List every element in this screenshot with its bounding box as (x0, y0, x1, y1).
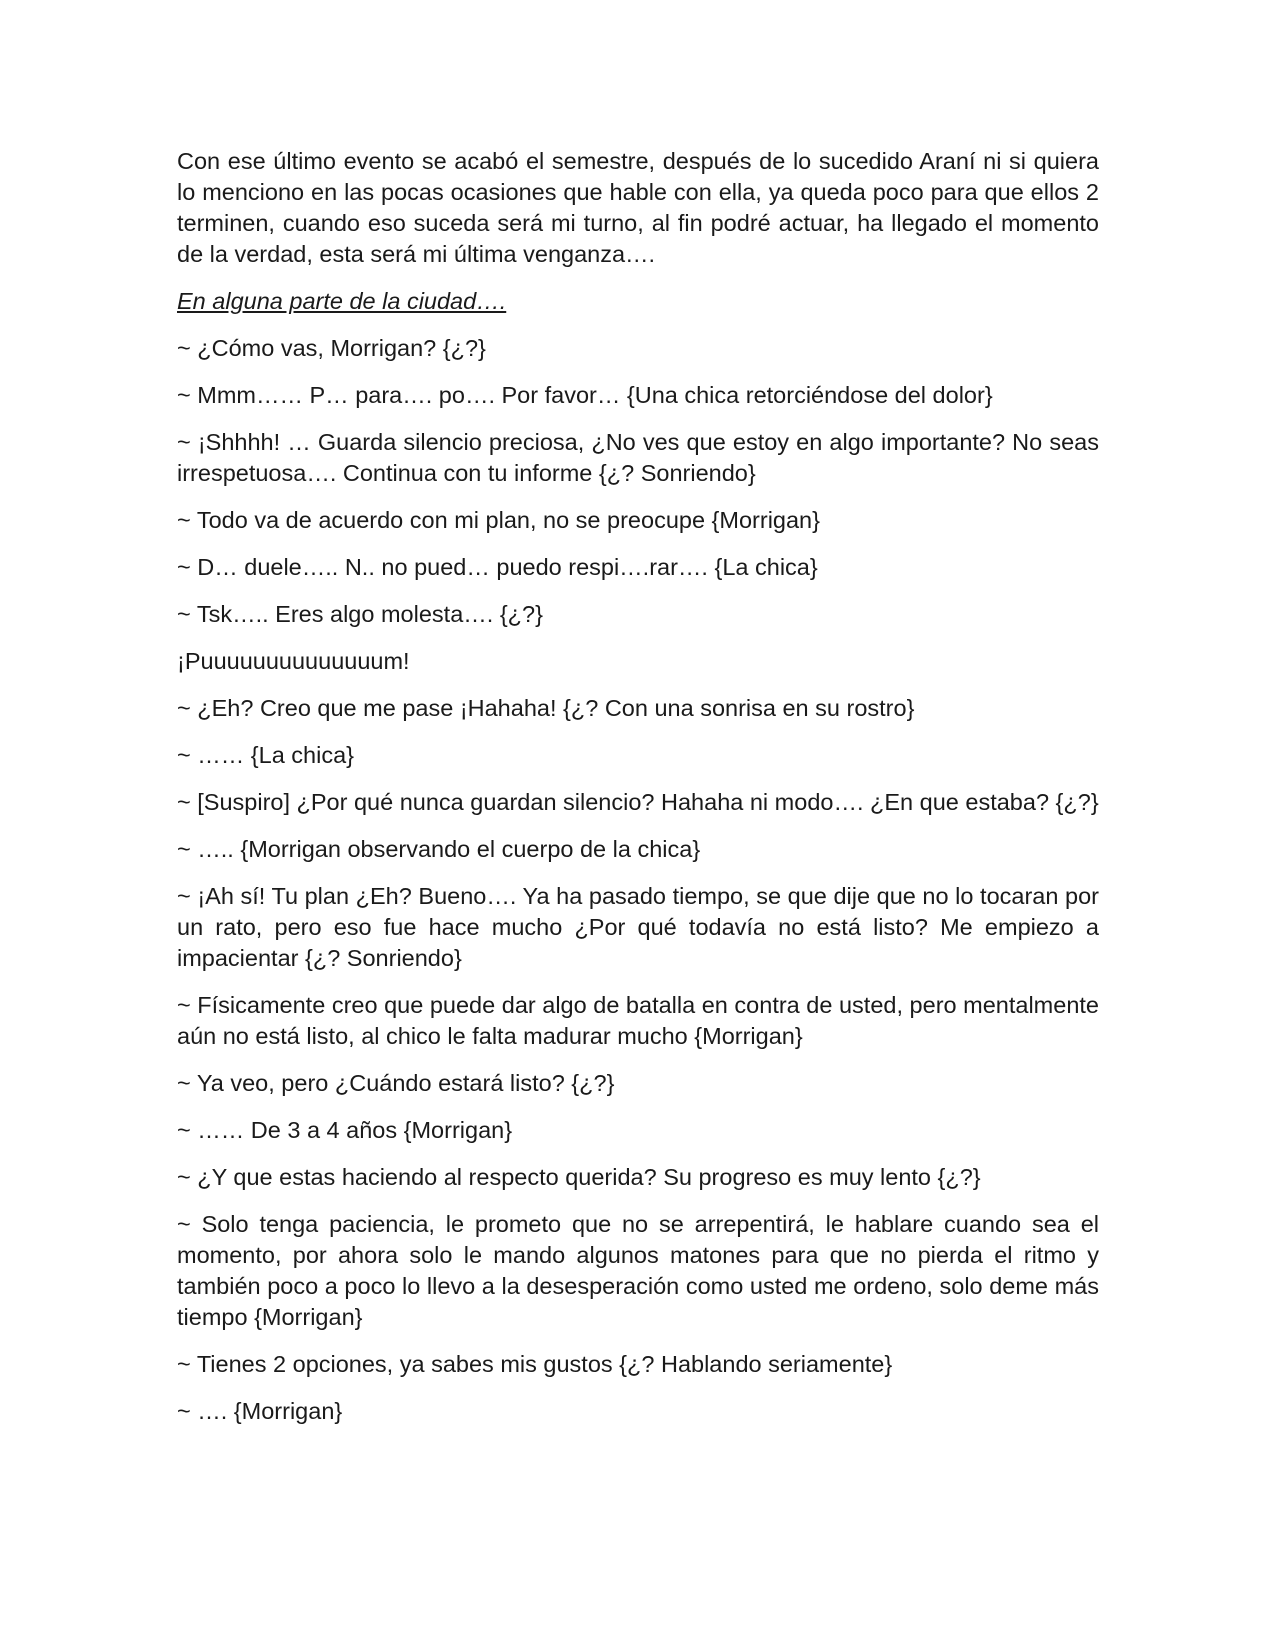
scene-heading: En alguna parte de la ciudad…. (177, 288, 507, 314)
dialogue-line: ~ Solo tenga paciencia, le prometo que no se arrepentirá, le hablare cuando sea el momento, por ahora solo le mando algunos matones para que no pierda el ritmo y también poco a poco lo llevo a la desesperación como usted me ordeno, solo deme más tiempo {Morrigan} (177, 1211, 1099, 1330)
dialogue-line: ~ Todo va de acuerdo con mi plan, no se preocupe {Morrigan} (177, 507, 820, 533)
sound-effect-line: ¡Puuuuuuuuuuuuuum! (177, 648, 410, 674)
dialogue-line: ~ ¡Ah sí! Tu plan ¿Eh? Bueno…. Ya ha pasado tiempo, se que dije que no lo tocaran por un rato, pero eso fue hace mucho ¿Por qué todavía no está listo? Me empiezo a impacientar {¿? Sonriendo} (177, 883, 1099, 971)
dialogue-line: ~ ¿Y que estas haciendo al respecto querida? Su progreso es muy lento {¿?} (177, 1164, 981, 1190)
dialogue-line: ~ ¿Eh? Creo que me pase ¡Hahaha! {¿? Con una sonrisa en su rostro} (177, 695, 915, 721)
dialogue-line: ~ ¿Cómo vas, Morrigan? {¿?} (177, 335, 486, 361)
dialogue-line: ~ ¡Shhhh! … Guarda silencio preciosa, ¿No ves que estoy en algo importante? No seas irrespetuosa…. Continua con tu informe {¿? Sonriendo} (177, 429, 1099, 486)
dialogue-line: ~ …… De 3 a 4 años {Morrigan} (177, 1117, 513, 1143)
dialogue-line: ~ …. {Morrigan} (177, 1398, 343, 1424)
dialogue-line: ~ [Suspiro] ¿Por qué nunca guardan silencio? Hahaha ni modo…. ¿En que estaba? {¿?} (177, 789, 1099, 815)
dialogue-line: ~ …… {La chica} (177, 742, 355, 768)
dialogue-line: ~ Tsk….. Eres algo molesta…. {¿?} (177, 601, 543, 627)
dialogue-line: ~ Mmm…… P… para…. po…. Por favor… {Una chica retorciéndose del dolor} (177, 382, 993, 408)
document-body (177, 146, 1099, 1443)
narrative-paragraph: Con ese último evento se acabó el semestre, después de lo sucedido Araní ni si quiera lo menciono en las pocas ocasiones que hable con ella, ya queda poco para que ellos 2 terminen, cuando eso suceda será mi turno, al fin podré actuar, ha llegado el momento de la verdad, esta será mi última venganza…. (177, 148, 1099, 267)
dialogue-line: ~ ….. {Morrigan observando el cuerpo de la chica} (177, 836, 701, 862)
dialogue-line: ~ Físicamente creo que puede dar algo de batalla en contra de usted, pero mentalmente aún no está listo, al chico le falta madurar mucho {Morrigan} (177, 992, 1099, 1049)
dialogue-line: ~ D… duele….. N.. no pued… puedo respi….rar…. {La chica} (177, 554, 818, 580)
dialogue-line: ~ Tienes 2 opciones, ya sabes mis gustos {¿? Hablando seriamente} (177, 1351, 893, 1377)
dialogue-line: ~ Ya veo, pero ¿Cuándo estará listo? {¿?} (177, 1070, 615, 1096)
